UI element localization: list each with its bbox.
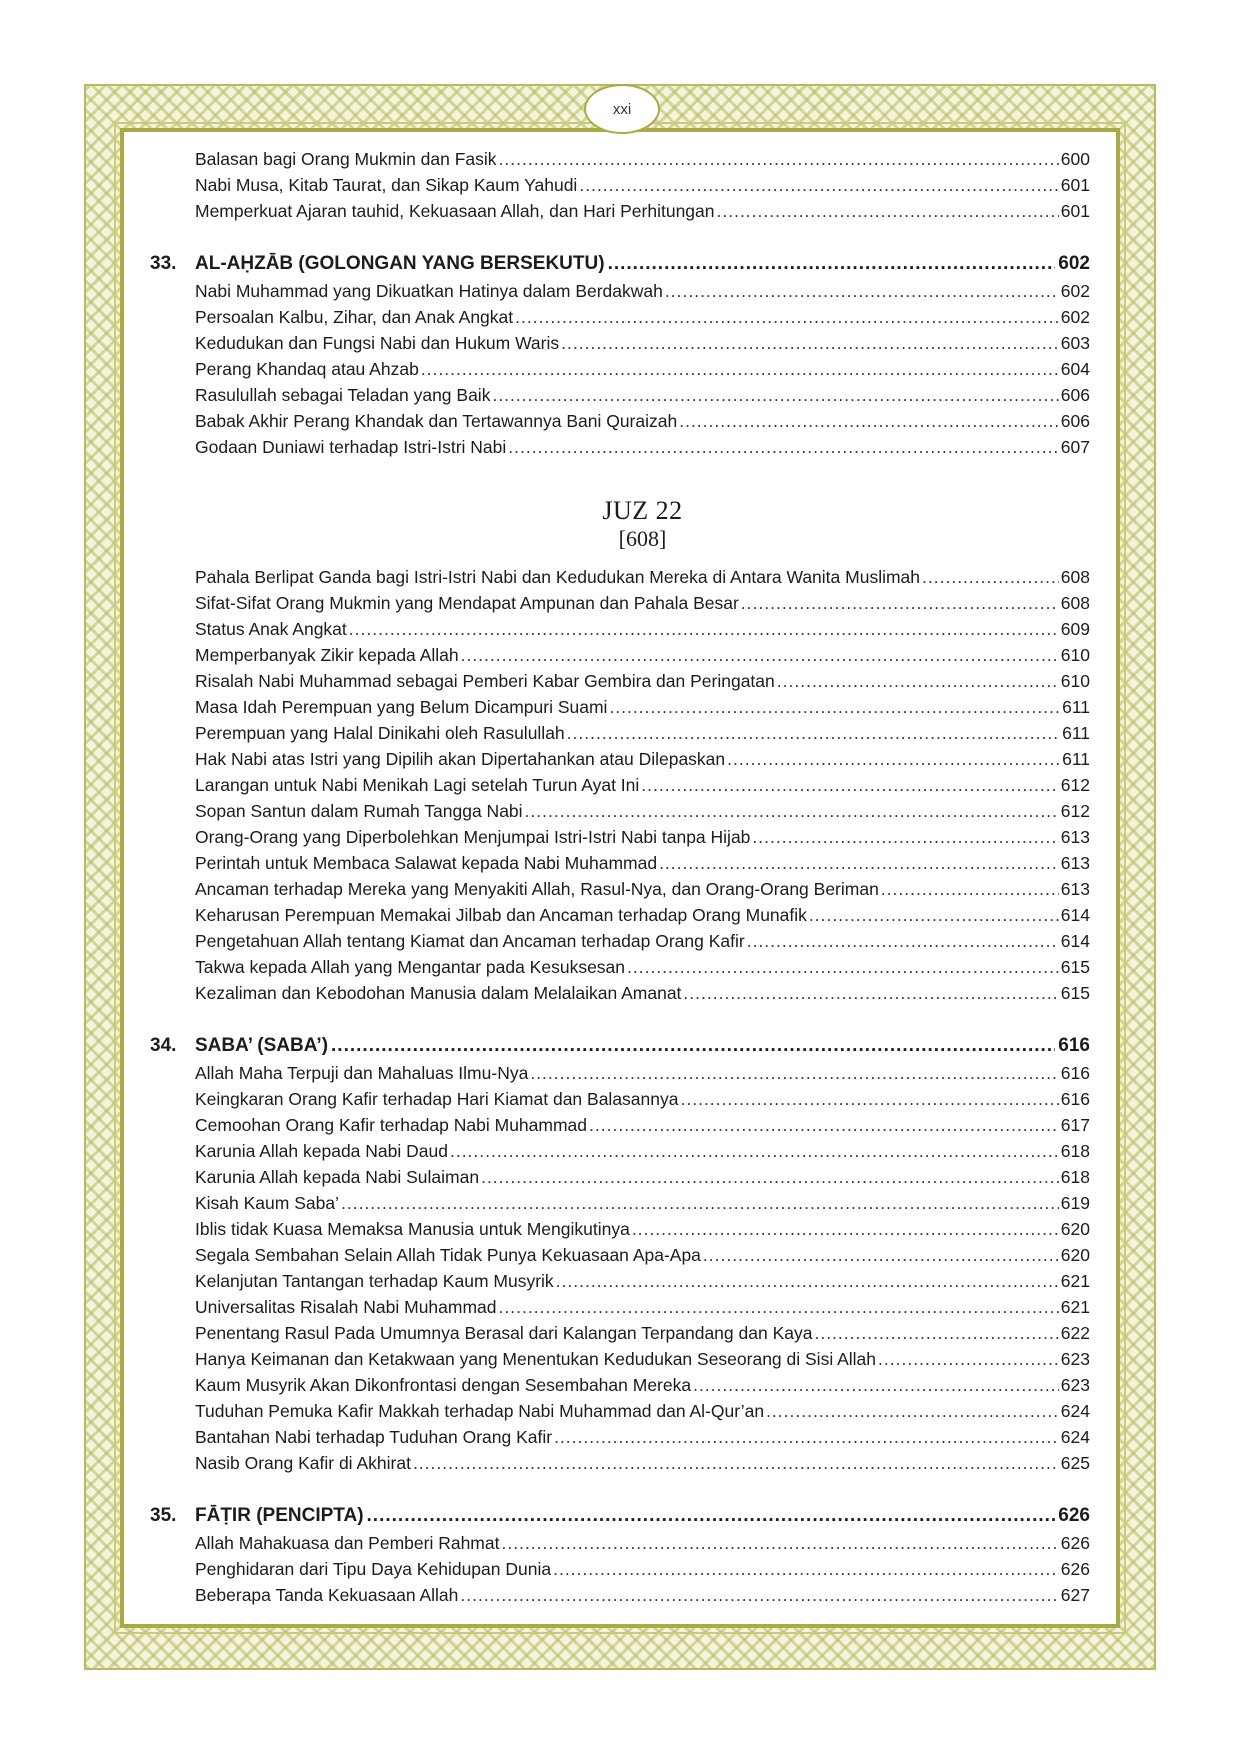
toc-entry[interactable] — [195, 1164, 1090, 1190]
entry-title: Sopan Santun dalam Rumah Tangga Nabi — [195, 801, 523, 821]
leader-dots — [567, 720, 1060, 746]
leader-dots — [501, 1530, 1058, 1556]
entry-title: Sifat-Sifat Orang Mukmin yang Mendapat Ampunan dan Pahala Besar — [195, 593, 739, 613]
entry-page: 626 — [1060, 1533, 1090, 1553]
entry-page: 601 — [1060, 201, 1090, 221]
entry-page: 606 — [1060, 385, 1090, 405]
entry-title: Cemoohan Orang Kafir terhadap Nabi Muhammad — [195, 1115, 588, 1135]
toc-entry[interactable] — [195, 564, 1090, 590]
entry-title: Kelanjutan Tantangan terhadap Kaum Musyrik — [195, 1271, 554, 1291]
entry-page: 613 — [1060, 827, 1090, 847]
leader-dots — [703, 1242, 1059, 1268]
leader-dots — [589, 1112, 1059, 1138]
chapter-page: 616 — [1058, 1035, 1090, 1056]
entry-title: Pengetahuan Allah tentang Kiamat dan Ancaman terhadap Orang Kafir — [195, 931, 745, 951]
entry-title: Perempuan yang Halal Dinikahi oleh Rasulullah — [195, 723, 565, 743]
toc-entry[interactable] — [195, 772, 1090, 798]
entry-title: Kaum Musyrik Akan Dikonfrontasi dengan Sesembahan Mereka — [195, 1375, 692, 1395]
entry-page: 602 — [1060, 281, 1090, 301]
entry-page: 608 — [1060, 593, 1090, 613]
leader-dots — [741, 590, 1059, 616]
leader-dots — [809, 902, 1059, 928]
leader-dots — [683, 980, 1058, 1006]
entry-title: Ancaman terhadap Mereka yang Menyakiti Allah, Rasul-Nya, dan Orang-Orang Beriman — [195, 879, 879, 899]
entry-page: 616 — [1060, 1089, 1090, 1109]
entry-title: Allah Mahakuasa dan Pemberi Rahmat — [195, 1533, 500, 1553]
toc-entry[interactable] — [195, 928, 1090, 954]
entry-title: Perintah untuk Membaca Salawat kepada Nabi Muhammad — [195, 853, 658, 873]
leader-dots — [492, 382, 1058, 408]
toc-entry[interactable] — [195, 980, 1090, 1006]
toc-entry[interactable] — [195, 746, 1090, 772]
toc-entry[interactable] — [195, 1216, 1090, 1242]
entry-page: 618 — [1060, 1167, 1090, 1187]
entry-page: 615 — [1060, 983, 1090, 1003]
entry-title: Keingkaran Orang Kafir terhadap Hari Kiamat dan Balasannya — [195, 1089, 679, 1109]
entry-title: Risalah Nabi Muhammad sebagai Pemberi Kabar Gembira dan Peringatan — [195, 671, 775, 691]
leader-dots — [752, 824, 1058, 850]
juz-heading — [195, 496, 1090, 552]
leader-dots — [421, 356, 1059, 382]
toc-entry[interactable] — [195, 694, 1090, 720]
entry-title: Beberapa Tanda Kekuasaan Allah — [195, 1585, 459, 1605]
entry-page: 621 — [1060, 1297, 1090, 1317]
entry-page: 616 — [1060, 1063, 1090, 1083]
entry-page: 623 — [1060, 1375, 1090, 1395]
entry-page: 607 — [1060, 437, 1090, 457]
toc-entry[interactable] — [195, 590, 1090, 616]
entry-page: 612 — [1060, 775, 1090, 795]
leader-dots — [747, 928, 1059, 954]
toc-entry[interactable] — [195, 356, 1090, 382]
entry-page: 622 — [1060, 1323, 1090, 1343]
leader-dots — [680, 1086, 1058, 1112]
chapter-heading[interactable] — [150, 1032, 1090, 1060]
leader-dots — [627, 954, 1059, 980]
entry-title: Larangan untuk Nabi Menikah Lagi setelah Turun Ayat Ini — [195, 775, 640, 795]
toc-entry[interactable] — [195, 720, 1090, 746]
leader-dots — [561, 330, 1059, 356]
toc-entry[interactable] — [195, 850, 1090, 876]
chapter-page: 602 — [1058, 253, 1090, 274]
entry-page: 620 — [1060, 1245, 1090, 1265]
entry-title: Hanya Keimanan dan Ketakwaan yang Menentukan Kedudukan Seseorang di Sisi Allah — [195, 1349, 877, 1369]
entry-page: 627 — [1060, 1585, 1090, 1605]
toc-entry[interactable] — [195, 1138, 1090, 1164]
toc-entry[interactable] — [195, 902, 1090, 928]
entry-title: Rasulullah sebagai Teladan yang Baik — [195, 385, 491, 405]
leader-dots — [608, 250, 1056, 278]
table-of-contents — [150, 146, 1090, 1608]
toc-entry[interactable] — [195, 824, 1090, 850]
toc-entry[interactable] — [195, 954, 1090, 980]
leader-dots — [881, 876, 1059, 902]
leader-dots — [367, 1502, 1056, 1530]
entry-title: Perang Khandaq atau Ahzab — [195, 359, 419, 379]
leader-dots — [777, 668, 1059, 694]
entry-page: 608 — [1060, 567, 1090, 587]
toc-entry[interactable] — [195, 1372, 1090, 1398]
leader-dots — [341, 1190, 1059, 1216]
leader-dots — [349, 616, 1059, 642]
leader-dots — [554, 1424, 1059, 1450]
entry-title: Persoalan Kalbu, Zihar, dan Anak Angkat — [195, 307, 514, 327]
entry-title: Godaan Duniawi terhadap Istri-Istri Nabi — [195, 437, 507, 457]
toc-entry[interactable] — [195, 278, 1090, 304]
entry-title: Nasib Orang Kafir di Akhirat — [195, 1453, 411, 1473]
entry-page: 623 — [1060, 1349, 1090, 1369]
leader-dots — [579, 172, 1058, 198]
entry-title: Takwa kepada Allah yang Mengantar pada Kesuksesan — [195, 957, 626, 977]
entry-title: Karunia Allah kepada Nabi Sulaiman — [195, 1167, 480, 1187]
toc-entry[interactable] — [195, 642, 1090, 668]
leader-dots — [556, 1268, 1059, 1294]
entry-page: 603 — [1060, 333, 1090, 353]
leader-dots — [460, 1582, 1058, 1608]
entry-page: 614 — [1060, 905, 1090, 925]
chapter-title: SABA’ (SABA’) — [195, 1035, 329, 1056]
toc-entry[interactable] — [195, 798, 1090, 824]
entry-page: 611 — [1062, 697, 1090, 717]
entry-page: 614 — [1060, 931, 1090, 951]
page-number: xxi — [584, 84, 660, 134]
entry-title: Masa Idah Perempuan yang Belum Dicampuri Suami — [195, 697, 608, 717]
entry-page: 610 — [1060, 671, 1090, 691]
chapter-title: AL-AḤZĀB (GOLONGAN YANG BERSEKUTU) — [195, 253, 605, 274]
entry-title: Nabi Musa, Kitab Taurat, dan Sikap Kaum Yahudi — [195, 175, 578, 195]
entry-page: 609 — [1060, 619, 1090, 639]
entry-title: Babak Akhir Perang Khandak dan Tertawannya Bani Quraizah — [195, 411, 678, 431]
entry-title: Segala Sembahan Selain Allah Tidak Punya Kekuasaan Apa-Apa — [195, 1245, 701, 1265]
toc-entry[interactable] — [195, 616, 1090, 642]
entry-title: Kisah Kaum Saba’ — [195, 1193, 339, 1213]
entry-page: 615 — [1060, 957, 1090, 977]
juz-page: [608] — [618, 526, 667, 551]
chapter-number: 34. — [150, 1035, 177, 1056]
toc-entry[interactable] — [195, 1530, 1090, 1556]
toc-entry[interactable] — [195, 382, 1090, 408]
leader-dots — [717, 198, 1059, 224]
entry-page: 625 — [1060, 1453, 1090, 1473]
entry-page: 611 — [1062, 723, 1090, 743]
toc-entry[interactable] — [195, 1346, 1090, 1372]
leader-dots — [679, 408, 1059, 434]
entry-title: Kedudukan dan Fungsi Nabi dan Hukum Waris — [195, 333, 560, 353]
leader-dots — [659, 850, 1059, 876]
toc-entry[interactable] — [195, 172, 1090, 198]
entry-page: 602 — [1060, 307, 1090, 327]
toc-entry[interactable] — [195, 1268, 1090, 1294]
leader-dots — [693, 1372, 1059, 1398]
leader-dots — [727, 746, 1060, 772]
leader-dots — [632, 1216, 1059, 1242]
leader-dots — [508, 434, 1059, 460]
toc-entry[interactable] — [195, 198, 1090, 224]
entry-page: 610 — [1060, 645, 1090, 665]
entry-page: 613 — [1060, 853, 1090, 873]
leader-dots — [665, 278, 1059, 304]
entry-title: Allah Maha Terpuji dan Mahaluas Ilmu-Nya — [195, 1063, 529, 1083]
entry-page: 620 — [1060, 1219, 1090, 1239]
entry-page: 612 — [1060, 801, 1090, 821]
leader-dots — [553, 1556, 1059, 1582]
toc-entry[interactable] — [195, 1294, 1090, 1320]
chapter-heading[interactable] — [150, 1502, 1090, 1530]
chapter-title: FĀṬIR (PENCIPTA) — [195, 1505, 364, 1526]
leader-dots — [461, 642, 1059, 668]
entry-title: Status Anak Angkat — [195, 619, 347, 639]
leader-dots — [499, 1294, 1059, 1320]
chapter-number: 35. — [150, 1505, 177, 1526]
entry-page: 619 — [1060, 1193, 1090, 1213]
toc-entry[interactable] — [195, 1398, 1090, 1424]
toc-entry[interactable] — [195, 1190, 1090, 1216]
entry-page: 626 — [1060, 1559, 1090, 1579]
toc-entry[interactable] — [195, 434, 1090, 460]
toc-entry[interactable] — [195, 1424, 1090, 1450]
entry-title: Bantahan Nabi terhadap Tuduhan Orang Kafir — [195, 1427, 553, 1447]
leader-dots — [481, 1164, 1059, 1190]
leader-dots — [450, 1138, 1059, 1164]
toc-entry[interactable] — [195, 876, 1090, 902]
entry-page: 613 — [1060, 879, 1090, 899]
toc-entry[interactable] — [195, 1112, 1090, 1138]
entry-title: Iblis tidak Kuasa Memaksa Manusia untuk Mengikutinya — [195, 1219, 630, 1239]
entry-title: Pahala Berlipat Ganda bagi Istri-Istri Nabi dan Kedudukan Mereka di Antara Wanita Muslimah — [195, 567, 921, 587]
toc-entry[interactable] — [195, 1060, 1090, 1086]
toc-entry[interactable] — [195, 1556, 1090, 1582]
leader-dots — [922, 564, 1059, 590]
leader-dots — [530, 1060, 1058, 1086]
entry-page: 601 — [1060, 175, 1090, 195]
leader-dots — [515, 304, 1059, 330]
entry-title: Penentang Rasul Pada Umumnya Berasal dari Kalangan Terpandang dan Kaya — [195, 1323, 813, 1343]
toc-entry[interactable] — [195, 1086, 1090, 1112]
toc-entry[interactable] — [195, 1242, 1090, 1268]
leader-dots — [766, 1398, 1059, 1424]
toc-entry[interactable] — [195, 668, 1090, 694]
toc-entry[interactable] — [195, 330, 1090, 356]
entry-title: Balasan bagi Orang Mukmin dan Fasik — [195, 149, 497, 169]
toc-entry[interactable] — [195, 304, 1090, 330]
toc-entry[interactable] — [195, 1582, 1090, 1608]
entry-title: Orang-Orang yang Diperbolehkan Menjumpai Istri-Istri Nabi tanpa Hijab — [195, 827, 751, 847]
entry-title: Memperkuat Ajaran tauhid, Kekuasaan Allah, dan Hari Perhitungan — [195, 201, 715, 221]
entry-page: 621 — [1060, 1271, 1090, 1291]
entry-title: Tuduhan Pemuka Kafir Makkah terhadap Nabi Muhammad dan Al-Qur’an — [195, 1401, 765, 1421]
entry-title: Nabi Muhammad yang Dikuatkan Hatinya dalam Berdakwah — [195, 281, 663, 301]
leader-dots — [499, 146, 1059, 172]
leader-dots — [814, 1320, 1058, 1346]
toc-entry[interactable] — [195, 1320, 1090, 1346]
leader-dots — [878, 1346, 1059, 1372]
leader-dots — [641, 772, 1059, 798]
entry-page: 624 — [1060, 1401, 1090, 1421]
leader-dots — [413, 1450, 1059, 1476]
chapter-page: 626 — [1058, 1505, 1090, 1526]
juz-title: JUZ 22 — [602, 496, 683, 525]
entry-title: Memperbanyak Zikir kepada Allah — [195, 645, 459, 665]
entry-title: Penghidaran dari Tipu Daya Kehidupan Dunia — [195, 1559, 552, 1579]
entry-page: 604 — [1060, 359, 1090, 379]
entry-page: 600 — [1060, 149, 1090, 169]
entry-title: Universalitas Risalah Nabi Muhammad — [195, 1297, 497, 1317]
entry-title: Karunia Allah kepada Nabi Daud — [195, 1141, 448, 1161]
toc-entry[interactable] — [195, 408, 1090, 434]
entry-page: 611 — [1062, 749, 1090, 769]
entry-title: Keharusan Perempuan Memakai Jilbab dan Ancaman terhadap Orang Munafik — [195, 905, 807, 925]
entry-title: Kezaliman dan Kebodohan Manusia dalam Melalaikan Amanat — [195, 983, 682, 1003]
leader-dots — [609, 694, 1060, 720]
leader-dots — [331, 1032, 1055, 1060]
entry-page: 618 — [1060, 1141, 1090, 1161]
leader-dots — [525, 798, 1059, 824]
chapter-heading[interactable] — [150, 250, 1090, 278]
entry-title: Hak Nabi atas Istri yang Dipilih akan Dipertahankan atau Dilepaskan — [195, 749, 726, 769]
chapter-number: 33. — [150, 253, 177, 274]
entry-page: 606 — [1060, 411, 1090, 431]
entry-page: 624 — [1060, 1427, 1090, 1447]
entry-page: 617 — [1060, 1115, 1090, 1135]
toc-entry[interactable] — [195, 146, 1090, 172]
toc-entry[interactable] — [195, 1450, 1090, 1476]
